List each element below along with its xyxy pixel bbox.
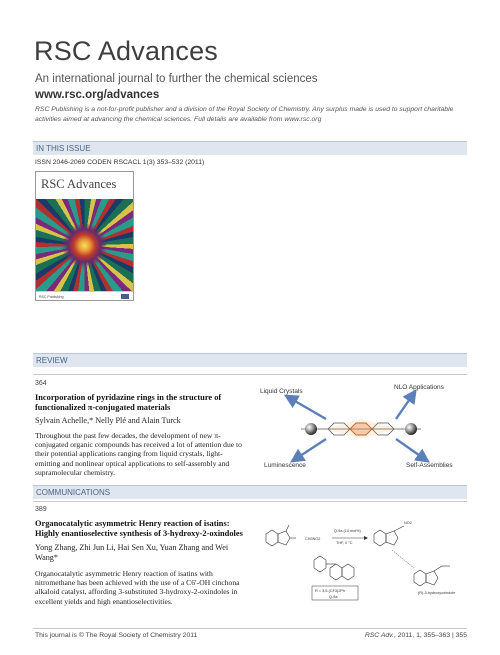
cover-footer [36, 291, 133, 300]
cover-title: RSC Advances [41, 177, 117, 191]
journal-title: RSC Advances [34, 36, 218, 66]
article-abstract: Organocatalytic asymmetric Henry reaction of isatins with nitromethane has been achieved with the use of a C6′-OH cinchona alkaloid catalyst, affording 3-substituted 3-hydroxy-2-oxindoles in excellent yields and high enantioselectivities. [35, 569, 240, 606]
publisher-note: RSC Publishing is a not-for-profit publisher and a division of the Royal Society of Chemistry. Any surplus made is used to support charitable activities aimed at advancing the chemical sciences. Full details are available from www.rsc.org [35, 106, 454, 123]
graphic-label-self-assemblies: Self-Assemblies [406, 462, 453, 469]
journal-url-link[interactable]: www.rsc.org/advances [35, 89, 160, 101]
molecule-structure [301, 419, 421, 439]
footer-copyright: This journal is © The Royal Society of Chemistry 2011 [35, 632, 198, 639]
follow-on-arrow [392, 550, 414, 568]
journal-cover-image [35, 171, 134, 301]
footer-citation-details: , 2011, 1, 355–363 | 355 [393, 632, 467, 639]
conditions-label-2: THF, 0 °C [336, 541, 353, 545]
target-structure [414, 566, 450, 586]
graphic-label-liquid-crystals: Liquid Crystals [260, 388, 303, 395]
section-bar-review: REVIEW [33, 353, 467, 367]
article-page-number: 364 [35, 380, 47, 387]
target-label: (R)-3-hydroxyoxindole [418, 591, 456, 595]
footer-citation [365, 632, 467, 639]
arrow-self-assemblies [396, 439, 426, 460]
section-bar-in-this-issue: IN THIS ISSUE [33, 141, 467, 155]
graphic-label-nlo: NLO Applications [394, 384, 444, 391]
review-graphical-abstract [256, 381, 466, 472]
catalyst-structure [314, 556, 354, 580]
graphic-label-luminescence: Luminescence [264, 462, 306, 469]
product-nitro-label: NO2 [404, 521, 412, 525]
arrow-nlo [396, 393, 414, 419]
article-abstract: Throughout the past few decades, the development of new π-conjugated organic compounds has received a lot of attention due to their potential applications ranging from liquid crystals, light-emitting and nonlinear optical applications to self-assembly and supramolecular chemistry. [35, 431, 242, 477]
divider [33, 374, 467, 375]
catalyst-r-group: R = 3,5-(CF3)2Ph [315, 589, 346, 593]
issn-line: ISSN 2046-2069 CODEN RSCACL 1(3) 353–532 (2011) [35, 159, 205, 166]
conditions-label: Q-9a (10 mol%) [334, 529, 361, 533]
section-bar-communications: COMMUNICATIONS [33, 485, 467, 499]
article-title-link[interactable]: Incorporation of pyridazine rings in the structure of functionalized π-conjugated materials [35, 393, 222, 412]
divider [33, 501, 467, 502]
journal-tagline: An international journal to further the chemical sciences [35, 73, 318, 85]
catalyst-name: Q-9a [329, 595, 338, 599]
footer-divider [33, 628, 467, 629]
reaction-arrow-head [364, 536, 368, 540]
cover-artwork [36, 199, 133, 292]
isatin-structure [266, 525, 296, 546]
article-authors: Sylvain Achelle,* Nelly Plé and Alain Turck [35, 416, 181, 425]
article-authors: Yong Zhang, Zhi Jun Li, Hai Sen Xu, Yuan Zhang and Wei Wang* [35, 543, 229, 562]
cover-publisher-logo: RSC Publishing [39, 295, 64, 299]
communication-graphical-abstract [256, 512, 466, 607]
arrow-liquid-crystals [288, 397, 326, 419]
article-page-number: 389 [35, 506, 47, 513]
arrow-luminescence [294, 439, 326, 460]
footer-journal-abbrev: RSC Adv. [364, 632, 394, 639]
article-title-link[interactable]: Organocatalytic asymmetric Henry reaction of isatins: Highly enantioselective synthesis of 3-hydroxy-2-oxindoles [35, 519, 243, 538]
product-structure [374, 526, 404, 546]
reagent-label: CH3NO2 [305, 537, 321, 541]
cover-crest-icon [121, 294, 129, 299]
